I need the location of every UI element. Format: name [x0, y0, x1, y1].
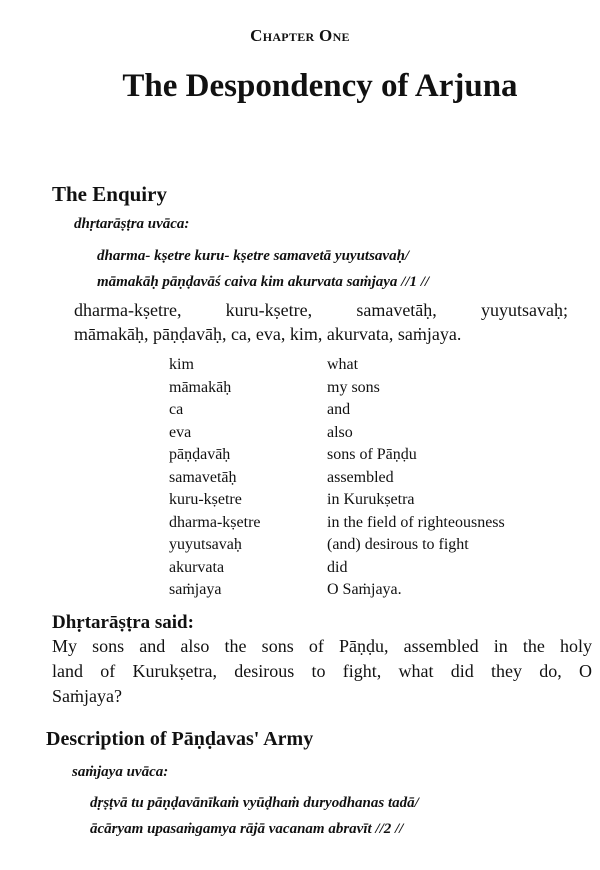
glossary: [169, 356, 579, 606]
glossary-term: kuru-kṣetre: [169, 491, 242, 508]
word-split: [74, 298, 568, 346]
glossary-meaning: (and) desirous to fight: [327, 536, 469, 553]
verse-line: dharma- kṣetre kuru- kṣetre samavetā yuyutsavaḥ/: [97, 248, 410, 264]
verse-line: ācāryam upasaṁgamya rājā vacanam abravīt //2 //: [90, 821, 404, 837]
translation-line: land of Kurukṣetra, desirous to fight, what did they do, O: [52, 661, 592, 681]
glossary-term: akurvata: [169, 558, 225, 576]
glossary-meaning: in Kurukṣetra: [327, 491, 415, 508]
glossary-term: pāṇḍavāḥ: [169, 446, 231, 463]
glossary-term: yuyutsavaḥ: [169, 536, 242, 553]
chapter-label: Chapter One: [250, 26, 350, 45]
verse-line: māmakāḥ pāṇḍavāś caiva kim akurvata saṁjaya //1 //: [97, 274, 430, 290]
glossary-term: dharma-kṣetre: [169, 513, 261, 531]
chapter-title: The Despondency of Arjuna: [122, 68, 518, 104]
glossary-meaning: assembled: [327, 468, 394, 486]
glossary-meaning: sons of Pāṇḍu: [327, 446, 417, 463]
translation-line: Saṁjaya?: [52, 686, 122, 706]
translation-line: My sons and also the sons of Pāṇḍu, assembled in the holy: [52, 636, 592, 656]
section-heading-enquiry: The Enquiry: [52, 182, 167, 206]
section-heading-army: Description of Pāṇḍavas' Army: [46, 728, 314, 750]
speaker-dhrtarastra: dhṛtarāṣṭra uvāca:: [74, 216, 190, 232]
translation-heading: Dhṛtarāṣṭra said:: [52, 612, 194, 633]
glossary-meaning: did: [327, 558, 348, 576]
glossary-meaning: O Saṁjaya.: [327, 581, 402, 598]
word-split-line: dharma-kṣetre, kuru-kṣetre, samavetāḥ, yuyutsavaḥ;: [74, 300, 568, 320]
speaker-samjaya: saṁjaya uvāca:: [72, 764, 169, 780]
glossary-term: saṁjaya: [169, 581, 222, 598]
glossary-meaning: and: [327, 401, 351, 418]
glossary-meaning: my sons: [327, 378, 380, 396]
glossary-meaning: also: [327, 423, 353, 441]
glossary-meaning: what: [327, 356, 359, 373]
glossary-meaning: in the field of righteousness: [327, 513, 505, 531]
glossary-term: eva: [169, 423, 192, 441]
glossary-term: māmakāḥ: [169, 378, 232, 396]
glossary-term: samavetāḥ: [169, 468, 237, 486]
glossary-term: kim: [169, 356, 194, 373]
glossary-term: ca: [169, 401, 184, 418]
word-split-line: māmakāḥ, pāṇḍavāḥ, ca, eva, kim, akurvata, saṁjaya.: [74, 324, 462, 344]
verse-line: dṛṣṭvā tu pāṇḍavānīkaṁ vyūḍhaṁ duryodhanas tadā/: [90, 795, 419, 811]
verse-1: [97, 243, 429, 295]
verse-2: [90, 790, 419, 842]
translation: [52, 634, 592, 709]
